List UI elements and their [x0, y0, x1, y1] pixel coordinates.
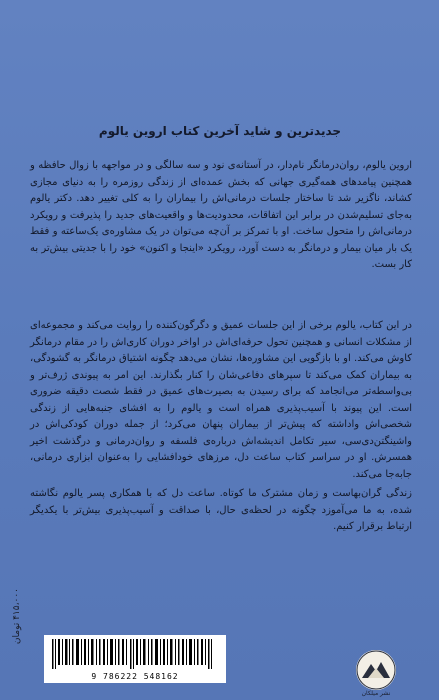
price-label: ۴۱۵،۰۰۰ تومان — [12, 588, 22, 645]
barcode-bars-icon — [50, 639, 220, 669]
isbn-barcode — [44, 635, 226, 683]
blurb-paragraph-3 — [30, 486, 412, 544]
back-cover-heading: جدیدترین و شاید آخرین کتاب اروین یالوم — [98, 124, 342, 138]
isbn-number: 9 786222 548162 — [91, 672, 179, 681]
paragraph-text: زندگی گران‌بهاست و زمان مشترک ما کوتاه. ساعت دل که با همکاری پسر یالوم نگاشته شده، به ما می‌آموزد چگونه در لحظه‌ی حال، با صداقت و آسیب‌پذیری بیش‌تر با یکدیگر ارتباط برقرار کنیم. — [30, 488, 412, 532]
mountain-logo-icon — [356, 650, 396, 690]
publisher-logo — [356, 650, 396, 690]
blurb-paragraph-2 — [30, 318, 412, 491]
paragraph-text: اروین یالوم، روان‌درمانگر نام‌دار، در آستانه‌ی نود و سه سالگی و در مواجهه با زوال حافظه و همچنین پیامدهای همه‌گیری جهانی که بخش عمده‌ای از زندگی روزمره را به دنیای مجازی کشاند، ناگزیر شد تا ساختار جلسات درمانی‌اش را بیماران را به کلی تغییر دهد. دکتر یالوم به‌جای تسلیم‌شدن در برابر این اتفاقات، محدودیت‌ها و واقعیت‌های جدید را پذیرفت و رویکرد درمانی‌اش را متحول ساخت. او با تمرکز بر آن‌چه می‌توان در یک مشاوره‌ی یک‌ساعته و فقط یک بار میان بیمار و درمانگر به دست آورد، رویکرد «اینجا و اکنون» خود را با جدیتی بیش‌تر به کار بست. — [30, 160, 412, 270]
paragraph-text: در این کتاب، یالوم برخی از این جلسات عمیق و دگرگون‌کننده را روایت می‌کند و مجموعه‌ای از مشکلات انسانی و همچنین تحول حرفه‌ای‌اش در اواخر دوران کاری‌اش را در مقام درمانگر کاوش می‌کند. او با بازگویی این مشاوره‌ها، نشان می‌دهد چگونه اشتیاق درمانگر به گشودگی، به بیماران کمک می‌کند تا سپرهای دفاعی‌شان را کنار بگذارند. این امر به پیوندی ژرف‌تر و بی‌واسطه‌تر می‌انجامد که برای رسیدن به بصیرت‌های عمیق در فقط شصت دقیقه ضروری است. این پیوند با آسیب‌پذیری همراه است و یالوم را به افشای جنبه‌هایی از زندگی شخصی‌اش واداشته که پیش‌تر از بیماران پنهان می‌کرد؛ از جمله دوران کودکی‌اش در واشینگتن‌دی‌سی، سیر تکامل اندیشه‌اش درباره‌ی فلسفه و روان‌درمانی و درگذشت اخیر همسرش. او در سراسر کتاب ساعت دل، مرزهای خودافشایی را به‌عنوان ابزاری درمانی، جابه‌جا می‌کند. — [30, 320, 412, 480]
publisher-name: نشر میلکان — [361, 690, 391, 697]
blurb-paragraph-1 — [30, 158, 412, 282]
